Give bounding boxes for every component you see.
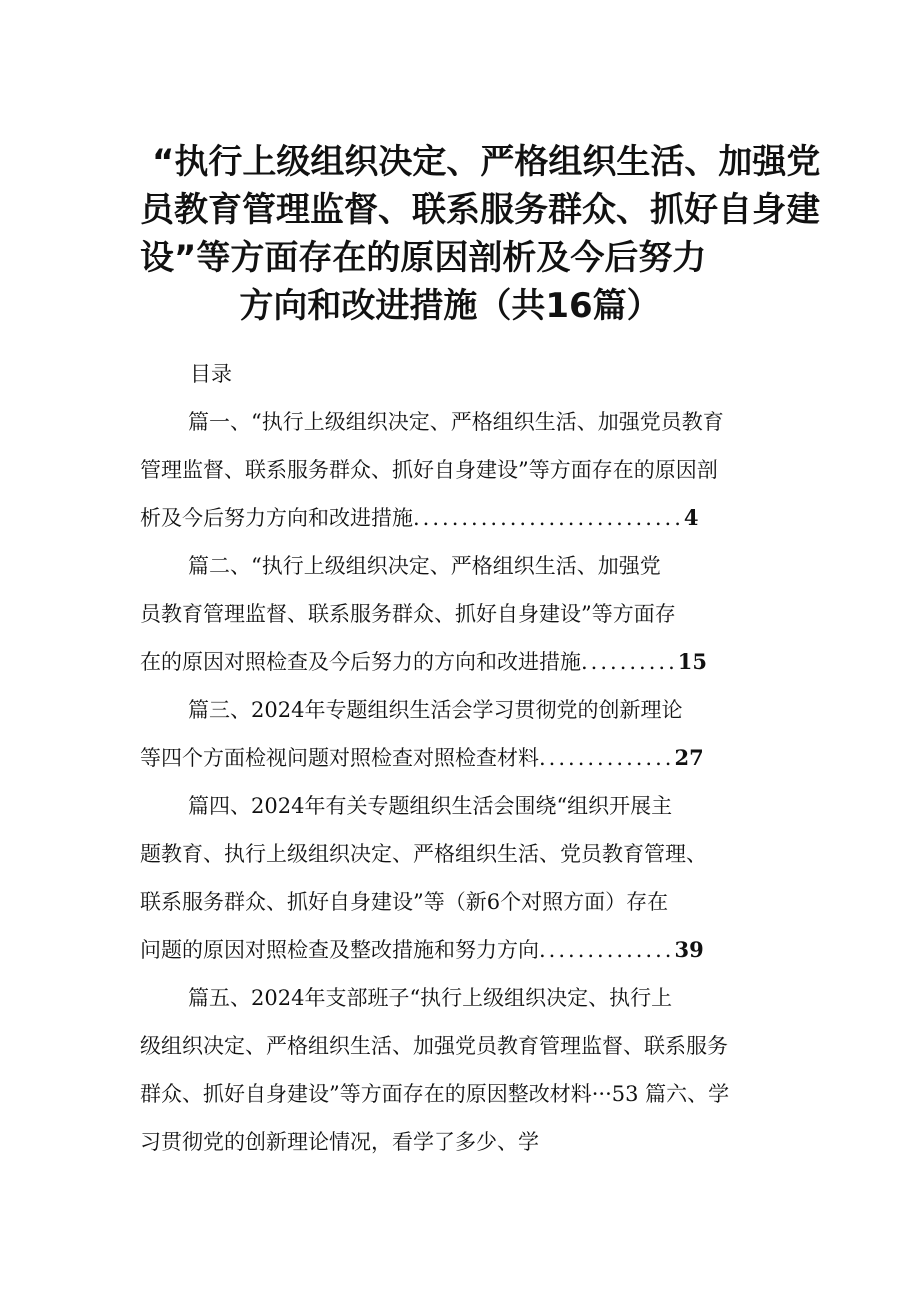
toc-entry-line: 题教育、执行上级组织决定、严格组织生活、党员教育管理、: [140, 842, 707, 866]
toc-entry-line: 篇一、“执行上级组织决定、严格组织生活、加强党员教育: [188, 410, 724, 434]
toc-entry-line: 等四个方面检视问题对照检查对照检查材料: [140, 746, 539, 770]
title-line: 设”等方面存在的原因剖析及今后努力: [140, 238, 707, 278]
toc-page-number: 4: [683, 505, 699, 530]
toc-leader: ..............: [539, 938, 675, 962]
toc-page-number: 27: [674, 745, 704, 770]
toc-entry-line: 篇二、“执行上级组织决定、严格组织生活、加强党: [188, 554, 661, 578]
toc-entry-line: 群众、抓好自身建设”等方面存在的原因整改材料···53 篇六、学: [140, 1082, 730, 1106]
toc-entry-line: 联系服务群众、抓好自身建设”等（新6个对照方面）存在: [140, 890, 669, 914]
toc-entry-line: 级组织决定、严格组织生活、加强党员教育管理监督、联系服务: [140, 1034, 728, 1058]
toc-entry-5[interactable]: [140, 974, 790, 1166]
toc-entry-line: 问题的原因对照检查及整改措施和努力方向: [140, 938, 539, 962]
toc-page-number: 39: [674, 937, 704, 962]
toc-entry-line: 篇三、2024年专题组织生活会学习贯彻党的创新理论: [188, 698, 683, 722]
toc-entry-4[interactable]: [140, 782, 790, 974]
title-line: 员教育管理监督、联系服务群众、抓好自身建: [140, 190, 820, 230]
toc-entry-line: 在的原因对照检查及今后努力的方向和改进措施: [140, 650, 581, 674]
toc-page-number: 15: [677, 649, 707, 674]
toc-leader: ............................: [413, 506, 684, 530]
title-line: 方向和改进措施（共16篇）: [239, 286, 661, 326]
toc-entry-line: 习贯彻党的创新理论情况，看学了多少、学: [140, 1130, 539, 1154]
toc-entry-line: 析及今后努力方向和改进措施: [140, 506, 413, 530]
toc-entry-line: 篇五、2024年支部班子“执行上级组织决定、执行上: [188, 986, 673, 1010]
toc-leader: ..............: [539, 746, 675, 770]
document-title: [140, 138, 821, 330]
toc-entry-line: 员教育管理监督、联系服务群众、抓好自身建设”等方面存: [140, 602, 676, 626]
toc-leader: ..........: [581, 650, 678, 674]
toc-entry-line: 管理监督、联系服务群众、抓好自身建设”等方面存在的原因剖: [140, 458, 718, 482]
toc-entry-1[interactable]: [140, 398, 790, 542]
toc-heading: 目录: [190, 362, 232, 386]
toc-entry-2[interactable]: [140, 542, 790, 686]
toc-entry-line: 篇四、2024年有关专题组织生活会围绕“组织开展主: [188, 794, 673, 818]
title-line: “执行上级组织决定、严格组织生活、加强党: [152, 142, 821, 182]
toc-entry-3[interactable]: [140, 686, 790, 782]
